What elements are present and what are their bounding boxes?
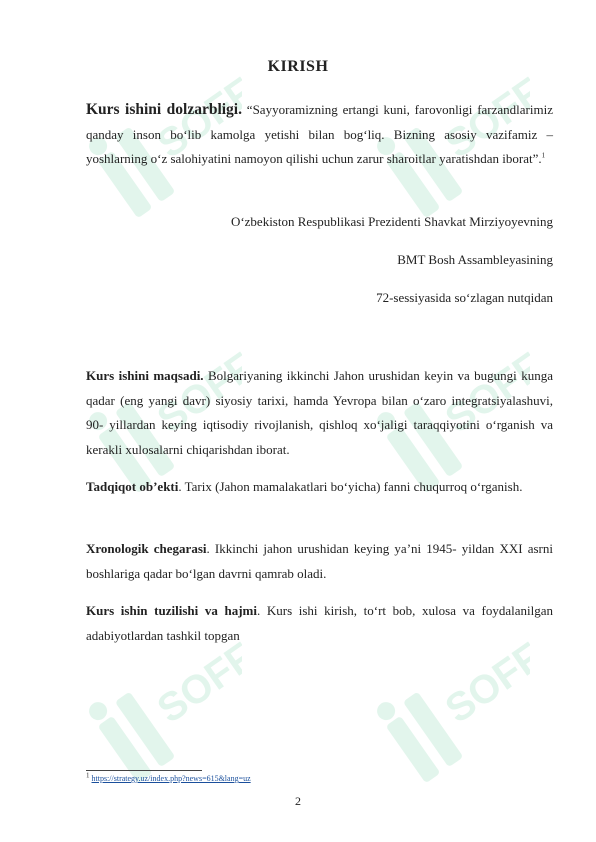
chronology-text: . Ikkinchi jahon urushidan keying ya’ni 1945- yildan XXI asrni boshlariga qadar bo‘lgan davrni qamrab oladi. [86,541,553,581]
svg-text:SOFF: SOFF [437,634,530,732]
structure-label: Kurs ishin tuzilishi va hajmi [86,603,257,618]
attribution-line-3: 72-sessiyasida so‘zlagan nutqidan [376,290,553,305]
page-title: KIRISH [267,58,329,75]
aim-paragraph [86,364,553,462]
attribution-line-2: BMT Bosh Assambleyasining [397,252,553,267]
watermark-bottom-right [360,620,530,810]
svg-text:SOFF: SOFF [437,344,530,442]
structure-paragraph [86,599,553,648]
chronology-label: Xronologik chegarasi [86,541,207,556]
footnote-separator [86,770,202,771]
svg-text:SOFF: SOFF [437,69,530,167]
soff-logo-icon [360,620,530,810]
object-label: Tadqiqot ob’ekti [86,479,179,494]
svg-text:SOFF: SOFF [149,344,242,442]
svg-text:SOFF: SOFF [149,634,242,732]
svg-text:SOFF: SOFF [149,69,242,167]
footnote-link[interactable]: https://strategy.uz/index.php?news=615&lang=uz [91,774,251,783]
aim-label: Kurs ishini maqsadi. [86,368,204,383]
intro-paragraph [86,98,553,172]
object-text: . Tarix (Jahon mamalakatlari bo‘yicha) fanni chuqurroq o‘rganish. [178,479,523,494]
aim-text: Bolgariyaning ikkinchi Jahon urushidan keyin va bugungi kunga qadar (eng yangi davr) siyosiy tarixi, hamda Yevropa bilan o‘zaro integratsiyalashuvi, 90- yillardan keying iqtisodiy rivojlanish, qishloq xo‘jaligi taraqqiyotini o‘rganish va kerakli xulosalarni chiqarishdan iborat. [86,368,553,457]
footnote-reference[interactable]: 1 [541,151,546,160]
page-number: 2 [295,794,301,808]
object-paragraph [86,475,553,500]
structure-text: . Kurs ishi kirish, to‘rt bob, xulosa va foydalanilgan adabiyotlardan tashkil topgan [86,603,553,643]
footnote [86,771,251,783]
intro-quote: “Sayyoramizning ertangi kuni, farovonligi farzandlarimiz qanday inson bo‘lib kamolga yetishi bilan bog‘liq. Bizning asosiy vazifamiz – yoshlarning o‘z salohiyatini namoyon qilishi uchun zarur sharoitlar yaratishdan iborat”. [86,102,553,166]
attribution-line-1: O‘zbekiston Respublikasi Prezidenti Shavkat Mirziyoyevning [230,214,553,229]
intro-label: Kurs ishini dolzarbligi. [86,101,242,118]
chronology-paragraph [86,537,553,586]
footnote-mark: 1 [86,771,90,780]
